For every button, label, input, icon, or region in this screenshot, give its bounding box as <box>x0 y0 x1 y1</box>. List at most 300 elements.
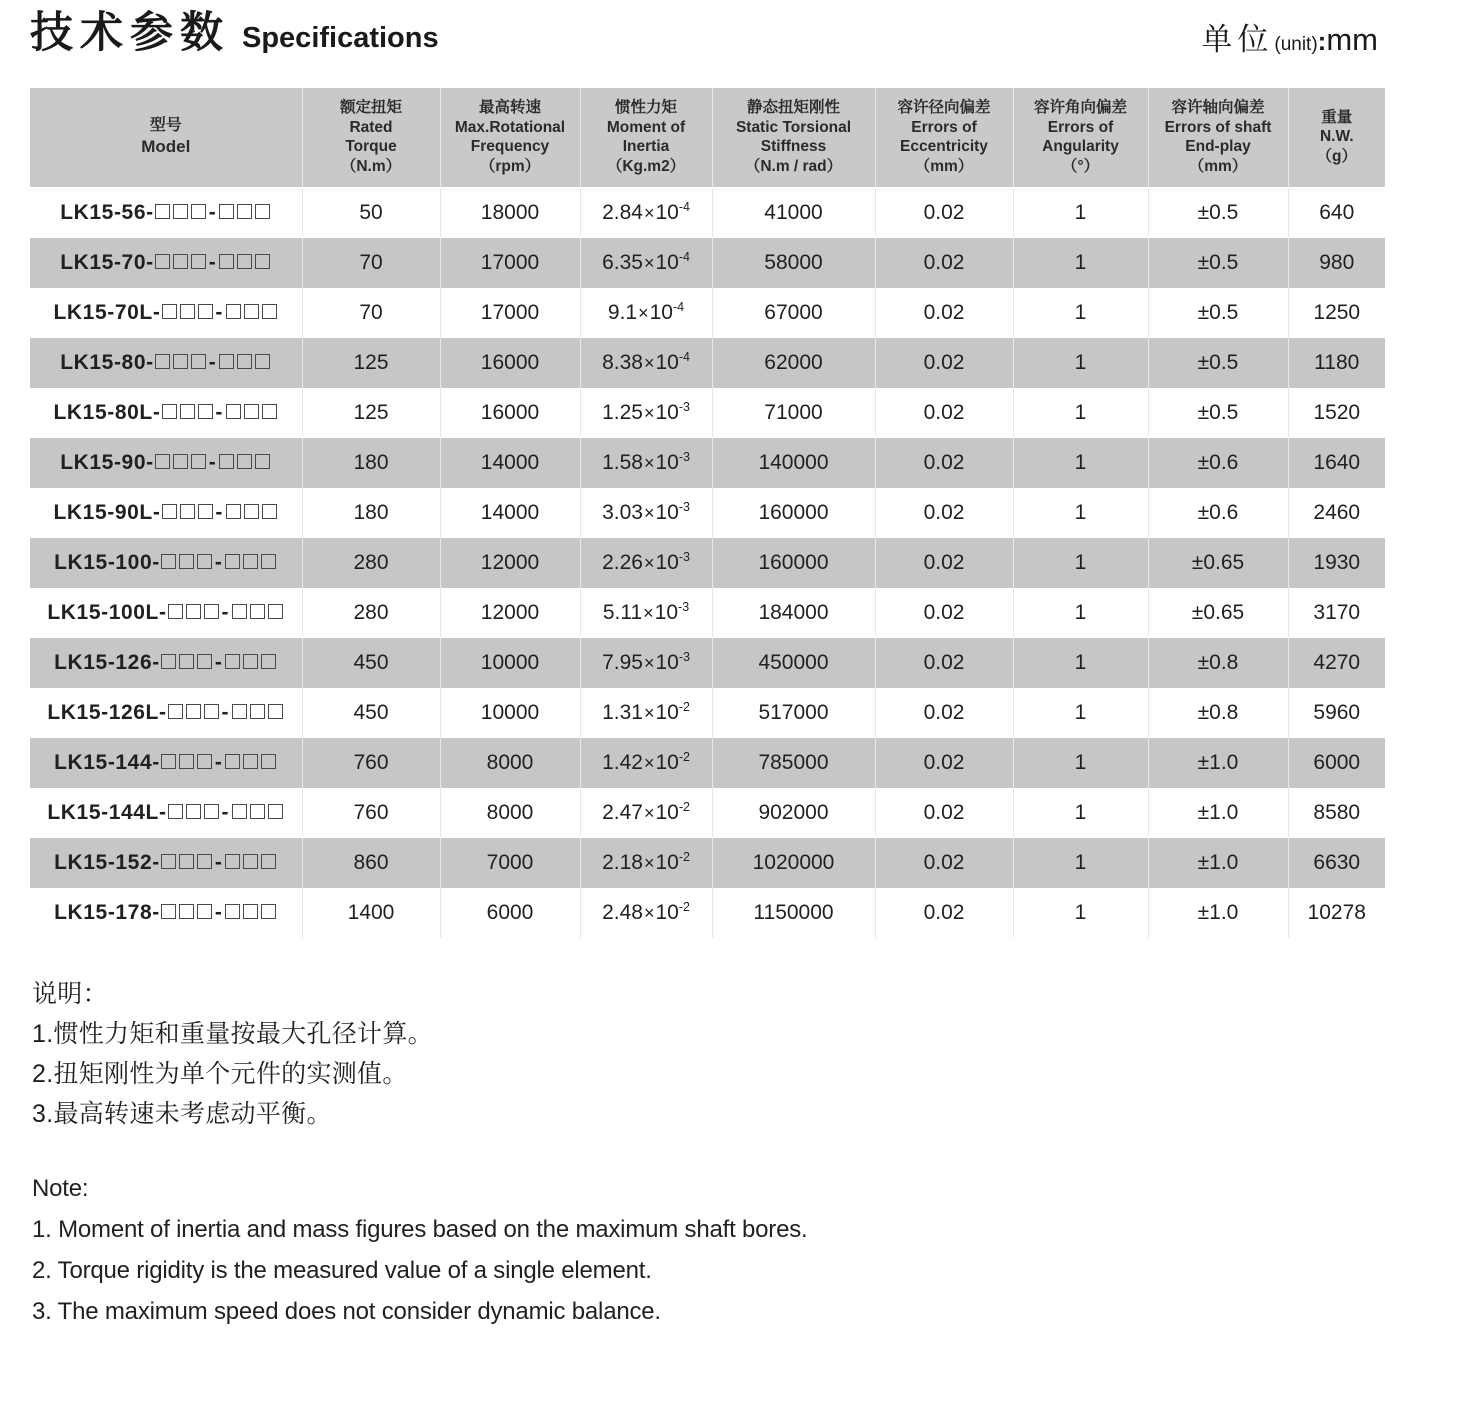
table-body <box>30 188 1385 938</box>
model-placeholder-box <box>197 904 212 919</box>
cell-rated-torque: 70 <box>302 288 440 338</box>
cell-weight: 3170 <box>1288 588 1385 638</box>
model-placeholder-box <box>197 854 212 869</box>
cell-rated-torque: 1400 <box>302 888 440 938</box>
cell-errors-of-angularity: 1 <box>1013 888 1148 938</box>
cell-max-rotational-frequency: 14000 <box>440 488 580 538</box>
model-placeholder-box <box>243 754 258 769</box>
model-placeholder-box <box>198 504 213 519</box>
model-placeholder-box <box>255 254 270 269</box>
model-placeholder-box <box>232 604 247 619</box>
scientific-notation <box>602 751 690 774</box>
table-row <box>30 638 1385 688</box>
cell-static-torsional-stiffness: 58000 <box>712 238 875 288</box>
mantissa: 1.25 <box>602 400 643 424</box>
model-placeholder-box <box>250 804 265 819</box>
cell-errors-of-shaft-end-play: ±0.8 <box>1148 638 1288 688</box>
exponent: -2 <box>678 749 690 764</box>
cell-errors-of-eccentricity: 0.02 <box>875 438 1013 488</box>
cell-model <box>30 888 302 938</box>
multiply-icon: × <box>643 502 655 523</box>
cell-weight: 5960 <box>1288 688 1385 738</box>
cell-max-rotational-frequency: 8000 <box>440 788 580 838</box>
cell-weight: 980 <box>1288 238 1385 288</box>
cell-static-torsional-stiffness: 160000 <box>712 538 875 588</box>
cell-moment-of-inertia <box>580 888 712 938</box>
cell-model <box>30 688 302 738</box>
cell-errors-of-eccentricity: 0.02 <box>875 788 1013 838</box>
unit-label-paren: (unit) <box>1274 34 1318 55</box>
cell-static-torsional-stiffness: 67000 <box>712 288 875 338</box>
mantissa: 6.35 <box>602 250 643 274</box>
cell-errors-of-shaft-end-play: ±0.8 <box>1148 688 1288 738</box>
cell-weight: 6000 <box>1288 738 1385 788</box>
cell-rated-torque: 125 <box>302 388 440 438</box>
column-header-line: Errors of <box>1047 118 1114 136</box>
model-placeholder-box <box>262 504 277 519</box>
model-placeholder-box <box>186 604 201 619</box>
column-header-line: 容许角向偏差 <box>1033 99 1127 116</box>
cell-moment-of-inertia <box>580 438 712 488</box>
cell-errors-of-eccentricity: 0.02 <box>875 188 1013 238</box>
cell-max-rotational-frequency: 12000 <box>440 538 580 588</box>
cell-errors-of-eccentricity: 0.02 <box>875 588 1013 638</box>
exponent: -4 <box>678 349 690 364</box>
model-code: LK15-70L- <box>53 300 161 324</box>
column-header-line: （°） <box>1061 157 1100 175</box>
column-header-line: End-play <box>1185 138 1251 156</box>
model-placeholder-box <box>219 204 234 219</box>
model-placeholder-box <box>219 454 234 469</box>
cell-moment-of-inertia <box>580 688 712 738</box>
cell-max-rotational-frequency: 16000 <box>440 338 580 388</box>
multiply-icon: × <box>643 702 655 723</box>
exponent: -3 <box>678 399 690 414</box>
cell-static-torsional-stiffness: 785000 <box>712 738 875 788</box>
table-row <box>30 588 1385 638</box>
scientific-notation <box>608 301 684 324</box>
column-header-line: Errors of shaft <box>1164 118 1272 136</box>
column-header-line: Max.Rotational <box>454 118 566 136</box>
cell-model <box>30 638 302 688</box>
notes-chinese-heading: 说明： <box>32 980 108 1008</box>
cell-moment-of-inertia <box>580 338 712 388</box>
model-code: LK15-126- <box>54 650 160 674</box>
model-placeholder-box <box>225 554 240 569</box>
model-code: LK15-144L- <box>47 800 167 824</box>
cell-moment-of-inertia <box>580 388 712 438</box>
model-placeholder-box <box>232 804 247 819</box>
notes-english-item: 1. Moment of inertia and mass figures based on the maximum shaft bores. <box>32 1216 808 1243</box>
page-title <box>30 9 439 57</box>
column-header-line: Static Torsional <box>735 118 852 136</box>
base-ten: 10 <box>649 300 673 324</box>
column-header-line: （Kg.m2） <box>606 157 686 175</box>
cell-errors-of-eccentricity: 0.02 <box>875 238 1013 288</box>
scientific-notation <box>602 701 690 724</box>
column-header-line: Frequency <box>470 138 550 156</box>
column-header-line: Angularity <box>1042 138 1119 156</box>
cell-weight: 1520 <box>1288 388 1385 438</box>
notes-english-item: 3. The maximum speed does not consider dynamic balance. <box>32 1298 661 1325</box>
notes-english-heading: Note: <box>32 1175 89 1202</box>
column-header-3 <box>580 88 712 188</box>
column-header-line: 惯性力矩 <box>614 99 677 116</box>
cell-weight: 10278 <box>1288 888 1385 938</box>
cell-errors-of-eccentricity: 0.02 <box>875 688 1013 738</box>
cell-errors-of-eccentricity: 0.02 <box>875 638 1013 688</box>
base-ten: 10 <box>655 400 679 424</box>
exponent: -3 <box>678 599 690 614</box>
cell-errors-of-eccentricity: 0.02 <box>875 538 1013 588</box>
mantissa: 2.26 <box>602 550 643 574</box>
model-placeholder-box <box>204 804 219 819</box>
model-code: LK15-90L- <box>53 500 161 524</box>
table-row <box>30 738 1385 788</box>
cell-errors-of-shaft-end-play: ±0.5 <box>1148 388 1288 438</box>
cell-errors-of-angularity: 1 <box>1013 638 1148 688</box>
cell-errors-of-angularity: 1 <box>1013 188 1148 238</box>
column-header-line: Model <box>141 137 191 157</box>
model-code: LK15-100L- <box>47 600 167 624</box>
model-placeholder-box <box>225 854 240 869</box>
cell-model <box>30 788 302 838</box>
model-placeholder-box <box>191 354 206 369</box>
mantissa: 3.03 <box>602 500 643 524</box>
model-separator-dash: - <box>214 750 223 774</box>
multiply-icon: × <box>638 302 649 323</box>
cell-errors-of-angularity: 1 <box>1013 338 1148 388</box>
model-placeholder-box <box>180 304 195 319</box>
mantissa: 1.42 <box>602 750 643 774</box>
cell-model <box>30 588 302 638</box>
cell-moment-of-inertia <box>580 638 712 688</box>
cell-rated-torque: 450 <box>302 638 440 688</box>
column-header-4 <box>712 88 875 188</box>
multiply-icon: × <box>643 402 655 423</box>
cell-model <box>30 438 302 488</box>
model-placeholder-box <box>162 404 177 419</box>
model-placeholder-box <box>155 204 170 219</box>
cell-errors-of-eccentricity: 0.02 <box>875 388 1013 438</box>
cell-max-rotational-frequency: 10000 <box>440 688 580 738</box>
cell-model <box>30 188 302 238</box>
base-ten: 10 <box>655 350 679 374</box>
model-code: LK15-178- <box>54 900 160 924</box>
cell-errors-of-angularity: 1 <box>1013 488 1148 538</box>
cell-weight: 4270 <box>1288 638 1385 688</box>
model-placeholder-box <box>268 604 283 619</box>
cell-errors-of-shaft-end-play: ±0.6 <box>1148 488 1288 538</box>
base-ten: 10 <box>654 600 679 624</box>
model-separator-dash: - <box>214 550 223 574</box>
model-placeholder-box <box>173 454 188 469</box>
exponent: -3 <box>678 449 690 464</box>
column-header-model <box>30 88 302 188</box>
cell-model <box>30 488 302 538</box>
model-separator-dash: - <box>215 500 224 524</box>
cell-max-rotational-frequency: 18000 <box>440 188 580 238</box>
cell-moment-of-inertia <box>580 288 712 338</box>
model-placeholder-box <box>243 554 258 569</box>
model-placeholder-box <box>250 704 265 719</box>
model-placeholder-box <box>155 354 170 369</box>
model-code: LK15-56- <box>60 200 154 224</box>
column-header-line: （mm） <box>914 157 974 175</box>
cell-moment-of-inertia <box>580 588 712 638</box>
cell-model <box>30 338 302 388</box>
multiply-icon: × <box>643 352 655 373</box>
base-ten: 10 <box>655 700 679 724</box>
cell-rated-torque: 280 <box>302 538 440 588</box>
model-placeholder-box <box>191 254 206 269</box>
model-placeholder-box <box>173 354 188 369</box>
model-code: LK15-70- <box>60 250 154 274</box>
multiply-icon: × <box>643 652 655 673</box>
table-row <box>30 288 1385 338</box>
table-row <box>30 188 1385 238</box>
cell-weight: 1640 <box>1288 438 1385 488</box>
cell-errors-of-shaft-end-play: ±0.5 <box>1148 288 1288 338</box>
model-placeholder-box <box>155 254 170 269</box>
model-placeholder-box <box>262 404 277 419</box>
model-separator-dash: - <box>208 250 217 274</box>
cell-max-rotational-frequency: 17000 <box>440 288 580 338</box>
unit-label <box>1201 24 1378 55</box>
model-placeholder-box <box>179 904 194 919</box>
multiply-icon: × <box>643 752 655 773</box>
table-row <box>30 438 1385 488</box>
model-placeholder-box <box>198 304 213 319</box>
exponent: -4 <box>678 249 690 264</box>
mantissa: 2.48 <box>602 900 643 924</box>
scientific-notation <box>602 501 690 524</box>
table-row <box>30 688 1385 738</box>
model-placeholder-box <box>225 754 240 769</box>
notes-chinese-item: 2.扭矩刚性为单个元件的实测值。 <box>32 1060 408 1088</box>
cell-model <box>30 388 302 438</box>
base-ten: 10 <box>655 750 679 774</box>
model-placeholder-box <box>186 804 201 819</box>
cell-errors-of-shaft-end-play: ±0.6 <box>1148 438 1288 488</box>
mantissa: 5.11 <box>602 600 643 624</box>
multiply-icon: × <box>643 802 655 823</box>
model-placeholder-box <box>173 204 188 219</box>
notes-chinese-item: 1.惯性力矩和重量按最大孔径计算。 <box>32 1020 433 1048</box>
mantissa: 2.84 <box>602 200 643 224</box>
model-placeholder-box <box>162 304 177 319</box>
scientific-notation <box>602 401 690 424</box>
model-placeholder-box <box>180 504 195 519</box>
model-placeholder-box <box>255 454 270 469</box>
model-placeholder-box <box>262 304 277 319</box>
model-code: LK15-80L- <box>53 400 161 424</box>
cell-static-torsional-stiffness: 41000 <box>712 188 875 238</box>
model-placeholder-box <box>168 604 183 619</box>
cell-weight: 1250 <box>1288 288 1385 338</box>
cell-errors-of-eccentricity: 0.02 <box>875 838 1013 888</box>
cell-moment-of-inertia <box>580 238 712 288</box>
column-header-line: 重量 <box>1321 108 1353 126</box>
cell-model <box>30 738 302 788</box>
cell-errors-of-angularity: 1 <box>1013 688 1148 738</box>
model-placeholder-box <box>197 754 212 769</box>
model-separator-dash: - <box>221 600 230 624</box>
column-header-line: Inertia <box>622 138 670 156</box>
model-placeholder-box <box>179 554 194 569</box>
model-placeholder-box <box>155 454 170 469</box>
cell-rated-torque: 280 <box>302 588 440 638</box>
model-placeholder-box <box>250 604 265 619</box>
scientific-notation <box>602 251 690 274</box>
model-placeholder-box <box>261 854 276 869</box>
model-placeholder-box <box>225 654 240 669</box>
model-separator-dash: - <box>208 450 217 474</box>
cell-errors-of-shaft-end-play: ±1.0 <box>1148 788 1288 838</box>
cell-rated-torque: 450 <box>302 688 440 738</box>
model-separator-dash: - <box>221 800 230 824</box>
cell-errors-of-shaft-end-play: ±1.0 <box>1148 838 1288 888</box>
column-header-line: Eccentricity <box>900 138 988 156</box>
mantissa: 9.1 <box>607 300 638 324</box>
cell-weight: 1930 <box>1288 538 1385 588</box>
model-placeholder-box <box>255 204 270 219</box>
base-ten: 10 <box>655 250 679 274</box>
cell-weight: 8580 <box>1288 788 1385 838</box>
cell-max-rotational-frequency: 14000 <box>440 438 580 488</box>
model-placeholder-box <box>244 404 259 419</box>
cell-rated-torque: 180 <box>302 438 440 488</box>
cell-model <box>30 238 302 288</box>
exponent: -4 <box>672 299 685 314</box>
cell-errors-of-angularity: 1 <box>1013 438 1148 488</box>
mantissa: 8.38 <box>602 350 643 374</box>
cell-moment-of-inertia <box>580 188 712 238</box>
model-placeholder-box <box>204 604 219 619</box>
cell-static-torsional-stiffness: 62000 <box>712 338 875 388</box>
unit-label-cn: 单位 <box>1201 22 1274 57</box>
cell-rated-torque: 760 <box>302 788 440 838</box>
model-code: LK15-144- <box>54 750 160 774</box>
scientific-notation <box>602 851 690 874</box>
cell-moment-of-inertia <box>580 488 712 538</box>
exponent: -2 <box>678 849 690 864</box>
model-placeholder-box <box>261 754 276 769</box>
model-placeholder-box <box>198 404 213 419</box>
cell-static-torsional-stiffness: 902000 <box>712 788 875 838</box>
exponent: -2 <box>678 899 690 914</box>
cell-static-torsional-stiffness: 450000 <box>712 638 875 688</box>
table-row <box>30 788 1385 838</box>
column-header-5 <box>875 88 1013 188</box>
cell-weight: 6630 <box>1288 838 1385 888</box>
model-placeholder-box <box>191 204 206 219</box>
model-separator-dash: - <box>215 300 224 324</box>
column-header-line: Moment of <box>606 118 686 136</box>
column-header-7 <box>1148 88 1288 188</box>
model-placeholder-box <box>161 654 176 669</box>
model-placeholder-box <box>244 304 259 319</box>
table-row <box>30 488 1385 538</box>
model-placeholder-box <box>243 904 258 919</box>
multiply-icon: × <box>643 202 655 223</box>
model-separator-dash: - <box>214 900 223 924</box>
model-separator-dash: - <box>208 350 217 374</box>
column-header-line: 静态扭矩刚性 <box>746 99 840 116</box>
cell-max-rotational-frequency: 12000 <box>440 588 580 638</box>
cell-errors-of-angularity: 1 <box>1013 538 1148 588</box>
scientific-notation <box>603 601 689 624</box>
column-header-line: 型号 <box>149 117 182 135</box>
model-placeholder-box <box>168 804 183 819</box>
scientific-notation <box>602 651 690 674</box>
column-header-line: （g） <box>1316 147 1357 165</box>
base-ten: 10 <box>655 800 679 824</box>
model-placeholder-box <box>237 454 252 469</box>
cell-rated-torque: 50 <box>302 188 440 238</box>
model-placeholder-box <box>237 254 252 269</box>
model-placeholder-box <box>261 904 276 919</box>
model-placeholder-box <box>261 554 276 569</box>
cell-max-rotational-frequency: 10000 <box>440 638 580 688</box>
model-placeholder-box <box>180 404 195 419</box>
model-separator-dash: - <box>214 650 223 674</box>
model-placeholder-box <box>226 304 241 319</box>
mantissa: 2.18 <box>602 850 643 874</box>
model-placeholder-box <box>261 654 276 669</box>
cell-errors-of-eccentricity: 0.02 <box>875 738 1013 788</box>
multiply-icon: × <box>643 452 655 473</box>
multiply-icon: × <box>643 552 655 573</box>
model-placeholder-box <box>219 254 234 269</box>
exponent: -2 <box>678 799 690 814</box>
cell-static-torsional-stiffness: 1020000 <box>712 838 875 888</box>
specifications-table-container <box>30 88 1385 938</box>
unit-label-colon: : <box>1317 26 1327 56</box>
scientific-notation <box>602 551 690 574</box>
column-header-line: （rpm） <box>479 157 541 175</box>
table-header <box>30 88 1385 188</box>
base-ten: 10 <box>655 850 679 874</box>
scientific-notation <box>602 901 690 924</box>
table-row <box>30 338 1385 388</box>
model-placeholder-box <box>191 454 206 469</box>
cell-model <box>30 288 302 338</box>
cell-static-torsional-stiffness: 160000 <box>712 488 875 538</box>
column-header-line: 额定扭矩 <box>339 99 402 116</box>
column-header-line: （mm） <box>1188 157 1248 175</box>
cell-errors-of-eccentricity: 0.02 <box>875 338 1013 388</box>
base-ten: 10 <box>655 900 679 924</box>
mantissa: 2.47 <box>602 800 643 824</box>
model-placeholder-box <box>226 404 241 419</box>
model-code: LK15-90- <box>60 450 154 474</box>
cell-rated-torque: 125 <box>302 338 440 388</box>
exponent: -3 <box>678 649 690 664</box>
cell-errors-of-angularity: 1 <box>1013 238 1148 288</box>
table-row <box>30 888 1385 938</box>
cell-errors-of-eccentricity: 0.02 <box>875 288 1013 338</box>
page-header <box>0 0 1473 86</box>
model-placeholder-box <box>268 704 283 719</box>
cell-errors-of-shaft-end-play: ±0.5 <box>1148 238 1288 288</box>
cell-errors-of-shaft-end-play: ±0.5 <box>1148 188 1288 238</box>
model-code: LK15-100- <box>54 550 160 574</box>
mantissa: 7.95 <box>602 650 643 674</box>
base-ten: 10 <box>655 200 679 224</box>
model-separator-dash: - <box>221 700 230 724</box>
model-separator-dash: - <box>214 850 223 874</box>
